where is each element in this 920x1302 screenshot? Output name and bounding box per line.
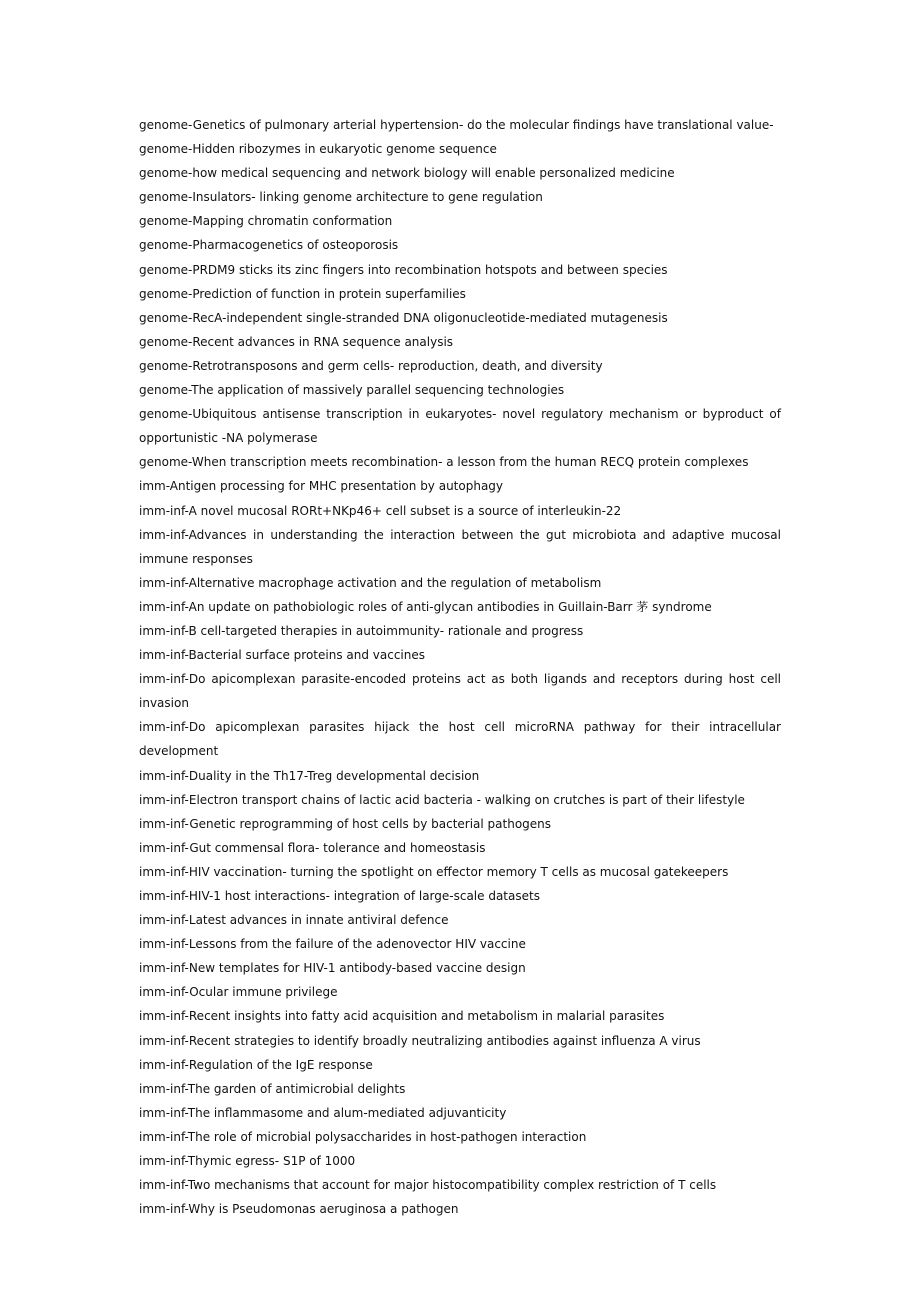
list-item: imm-inf-HIV vaccination- turning the spotlight on effector memory T cells as mucosal gatekeepers bbox=[139, 864, 729, 879]
list-item: imm-inf-Alternative macrophage activation and the regulation of metabolism bbox=[139, 575, 602, 590]
list-item: imm-inf-Latest advances in innate antiviral defence bbox=[139, 913, 449, 928]
list-item: imm-inf-Recent insights into fatty acid acquisition and metabolism in malarial parasites bbox=[139, 1009, 665, 1024]
list-item: imm-inf-A novel mucosal RORt+NKp46+ cell subset is a source of interleukin-22 bbox=[139, 503, 622, 518]
list-item: imm-inf-The inflammasome and alum-mediated adjuvanticity bbox=[139, 1105, 507, 1120]
list-item: genome-RecA-independent single-stranded DNA oligonucleotide-mediated mutagenesis bbox=[139, 310, 668, 325]
list-item: imm-inf-Lessons from the failure of the adenovector HIV vaccine bbox=[139, 937, 526, 952]
list-item: genome-how medical sequencing and network biology will enable personalized medicine bbox=[139, 166, 675, 181]
list-item: genome-Hidden ribozymes in eukaryotic genome sequence bbox=[139, 142, 497, 157]
list-item: genome-Pharmacogenetics of osteoporosis bbox=[139, 238, 399, 253]
list-item: imm-inf-New templates for HIV-1 antibody-based vaccine design bbox=[139, 961, 526, 976]
list-item: genome-Genetics of pulmonary arterial hypertension- do the molecular findings have translational value- bbox=[139, 118, 774, 132]
list-item: genome-The application of massively parallel sequencing technologies bbox=[139, 383, 565, 398]
list-item: genome-Mapping chromatin conformation bbox=[139, 214, 393, 229]
list-item: genome-Ubiquitous antisense transcription in eukaryotes- novel regulatory mechanism or byproduct of opportunistic -NA polymerase bbox=[139, 407, 781, 446]
list-item: imm-inf-Recent strategies to identify broadly neutralizing antibodies against influenza A virus bbox=[139, 1033, 701, 1048]
list-item: genome-Retrotransposons and germ cells- reproduction, death, and diversity bbox=[139, 358, 603, 373]
list-item: imm-inf-Electron transport chains of lactic acid bacteria - walking on crutches is part of their lifestyle bbox=[139, 792, 745, 807]
list-item: imm-inf-Why is Pseudomonas aeruginosa a pathogen bbox=[139, 1202, 459, 1217]
list-item: imm-inf-Do apicomplexan parasites hijack the host cell microRNA pathway for their intracellular development bbox=[139, 720, 781, 759]
list-item: imm-inf-An update on pathobiologic roles of anti-glycan antibodies in Guillain-Barr 茅 syndrome bbox=[139, 599, 712, 614]
list-item: imm-inf-Do apicomplexan parasite-encoded proteins act as both ligands and receptors during host cell invasion bbox=[139, 672, 781, 711]
list-item: imm-inf-Gut commensal flora- tolerance and homeostasis bbox=[139, 840, 486, 855]
list-item: genome-When transcription meets recombination- a lesson from the human RECQ protein complexes bbox=[139, 455, 749, 470]
list-item: imm-inf-The role of microbial polysaccharides in host-pathogen interaction bbox=[139, 1129, 587, 1144]
list-item: genome-Prediction of function in protein superfamilies bbox=[139, 286, 466, 301]
list-item: imm-inf-Duality in the Th17-Treg developmental decision bbox=[139, 768, 480, 783]
list-item: imm-inf-Bacterial surface proteins and vaccines bbox=[139, 648, 425, 663]
list-item: imm-inf-Ocular immune privilege bbox=[139, 985, 338, 1000]
list-item: genome-Recent advances in RNA sequence analysis bbox=[139, 334, 454, 349]
list-item: imm-Antigen processing for MHC presentation by autophagy bbox=[139, 479, 504, 494]
list-item: imm-inf-HIV-1 host interactions- integration of large-scale datasets bbox=[139, 889, 540, 903]
list-item: genome-Insulators- linking genome architecture to gene regulation bbox=[139, 190, 543, 205]
list-item: genome-PRDM9 sticks its zinc fingers into recombination hotspots and between species bbox=[139, 262, 668, 277]
list-item: imm-inf-Two mechanisms that account for major histocompatibility complex restriction of T cells bbox=[139, 1178, 717, 1193]
list-item: imm-inf-Genetic reprogramming of host cells by bacterial pathogens bbox=[139, 816, 552, 831]
title-list bbox=[139, 113, 781, 1221]
list-item: imm-inf-The garden of antimicrobial delights bbox=[139, 1081, 406, 1096]
list-item: imm-inf-B cell-targeted therapies in autoimmunity- rationale and progress bbox=[139, 623, 584, 638]
list-item: imm-inf-Regulation of the IgE response bbox=[139, 1057, 373, 1072]
list-item: imm-inf-Thymic egress- S1P of 1000 bbox=[139, 1154, 356, 1169]
list-item: imm-inf-Advances in understanding the interaction between the gut microbiota and adaptive mucosal immune responses bbox=[139, 527, 781, 566]
